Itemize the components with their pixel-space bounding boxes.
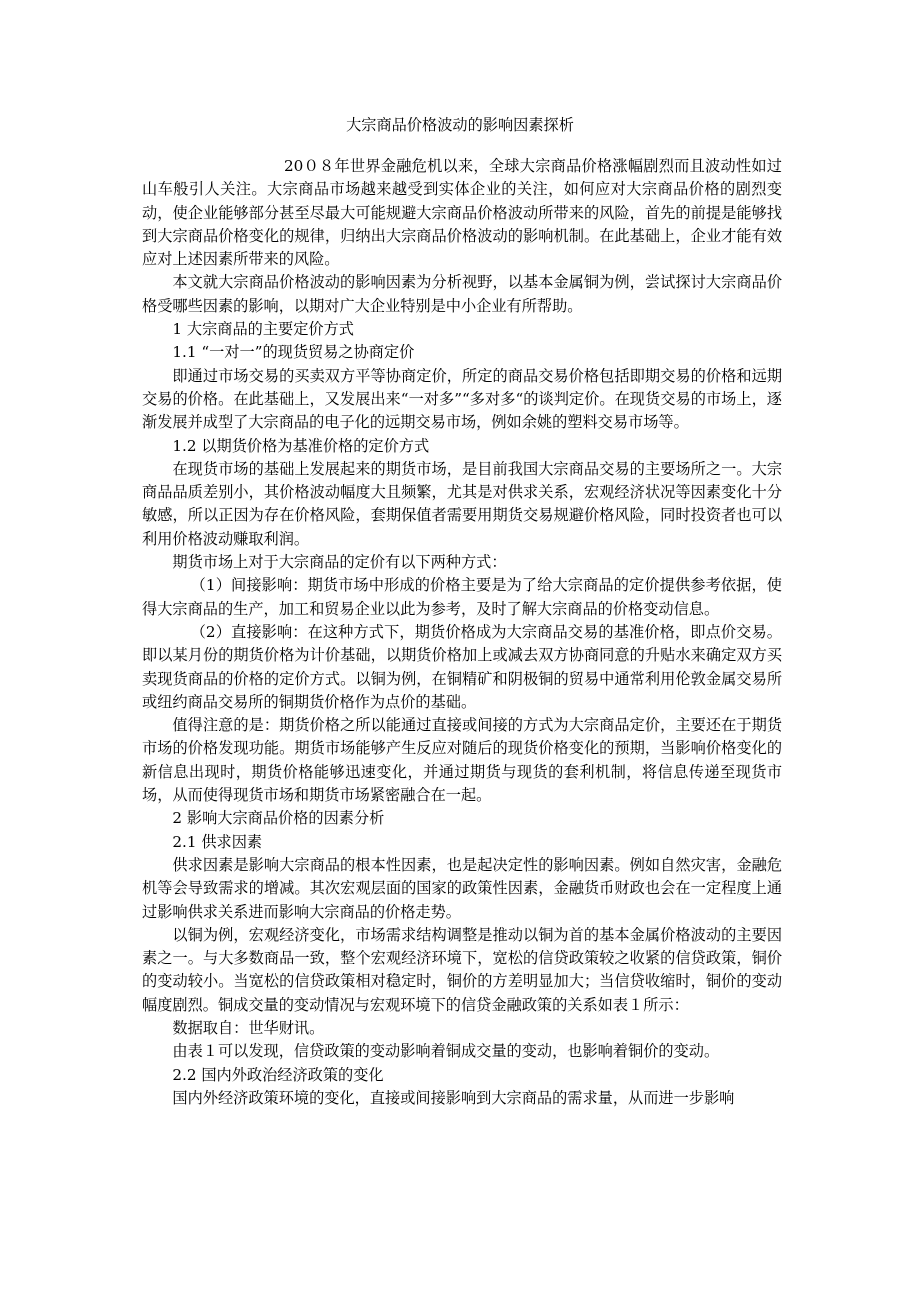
paragraph-scope: 本文就大宗商品价格波动的影响因素为分析视野，以基本金属铜为例，尝试探讨大宗商品价格受哪些因素的影响，以期对广大企业特别是中小企业有所帮助。	[142, 273, 782, 315]
paragraph-table-conclusion: 由表１可以发现，信贷政策的变动影响着铜成交量的变动，也影响着铜价的变动。	[172, 1042, 720, 1061]
paragraph-futures-market: 在现货市场的基础上发展起来的期货市场，是目前我国大宗商品交易的主要场所之一。大宗商品品质差别小，其价格波动幅度大且频繁，尤其是对供求关系，宏观经济状况等因素变化十分敏感，所以正因为存在价格风险，套期保值者需要用期货交易规避价格风险，同时投资者也可以利用价格波动赚取利润。	[142, 459, 782, 548]
section-heading-1: 1 大宗商品的主要定价方式	[172, 320, 354, 339]
paragraph-direct-influence: （2）直接影响：在这种方式下，期货价格成为大宗商品交易的基准价格，即点价交易。即以某月份的期货价格为计价基础，以期货价格加上或减去双方协商同意的升贴水来确定双方买卖现货商品的价格的定价方式。以铜为例，在铜精矿和阴极铜的贸易中通常利用伦敦金属交易所或纽约商品交易所的铜期货价格作为点价的基础。	[142, 622, 782, 711]
paragraph-supply-demand: 供求因素是影响大宗商品的根本性因素，也是起决定性的影响因素。例如自然灾害，金融危机等会导致需求的增减。其次宏观层面的国家的政策性因素，金融货币财政也会在一定程度上通过影响供求关系进而影响大宗商品的价格走势。	[142, 855, 782, 921]
paragraph-negotiated-pricing: 即通过市场交易的买卖双方平等协商定价，所定的商品交易价格包括即期交易的价格和远期交易的价格。在此基础上，又发展出来“一对多”“多对多“的谈判定价。在现货交易的市场上，逐渐发展并成型了大宗商品的电子化的远期交易市场，例如余姚的塑料交易市场等。	[142, 366, 782, 432]
paragraph-indirect-influence: （1）间接影响：期货市场中形成的价格主要是为了给大宗商品的定价提供参考依据，使得大宗商品的生产，加工和贸易企业以此为参考，及时了解大宗商品的价格变动信息。	[142, 576, 782, 618]
paragraph-two-methods: 期货市场上对于大宗商品的定价有以下两种方式：	[172, 553, 507, 572]
document-title: 大宗商品价格波动的影响因素探析	[346, 116, 574, 134]
paragraph-intro: 20０８年世界金融危机以来，全球大宗商品价格涨幅剧烈而且波动性如过山车般引人关注。大宗商品市场越来越受到实体企业的关注，如何应对大宗商品价格的剧烈变动，使企业能够部分甚至尽最大可能规避大宗商品价格波动所带来的风险，首先的前提是能够找到大宗商品价格变化的规律，归纳出大宗商品价格波动的影响机制。在此基础上，企业才能有效应对上述因素所带来的风险。	[142, 157, 782, 269]
paragraph-policy-changes: 国内外经济政策环境的变化，直接或间接影响到大宗商品的需求量，从而进一步影响	[172, 1088, 735, 1107]
paragraph-price-discovery: 值得注意的是：期货价格之所以能通过直接或间接的方式为大宗商品定价，主要还在于期货市场的价格发现功能。期货市场能够产生反应对随后的现货价格变化的预期，当影响价格变化的新信息出现时，期货价格能够迅速变化，并通过期货与现货的套利机制，将信息传递至现货市场，从而使得现货市场和期货市场紧密融合在一起。	[142, 716, 782, 805]
paragraph-copper-example: 以铜为例，宏观经济变化，市场需求结构调整是推动以铜为首的基本金属价格波动的主要因素之一。与大多数商品一致，整个宏观经济环境下，宽松的信贷政策较之收紧的信贷政策，铜价的变动较小。当宽松的信贷政策相对稳定时，铜价的方差明显加大；当信贷收缩时，铜价的变动幅度剧烈。铜成交量的变动情况与宏观环境下的信贷金融政策的关系如表１所示：	[142, 925, 782, 1014]
document-body	[142, 155, 782, 1110]
subsection-heading-1-2: 1.2 以期货价格为基准价格的定价方式	[172, 436, 430, 455]
subsection-heading-2-1: 2.1 供求因素	[172, 832, 263, 851]
subsection-heading-2-2: 2.2 国内外政治经济政策的变化	[172, 1065, 384, 1084]
subsection-heading-1-1: 1.1 “一对一”的现货贸易之协商定价	[172, 343, 415, 362]
section-heading-2: 2 影响大宗商品价格的因素分析	[172, 809, 385, 828]
paragraph-data-source: 数据取自：世华财讯。	[172, 1018, 325, 1037]
